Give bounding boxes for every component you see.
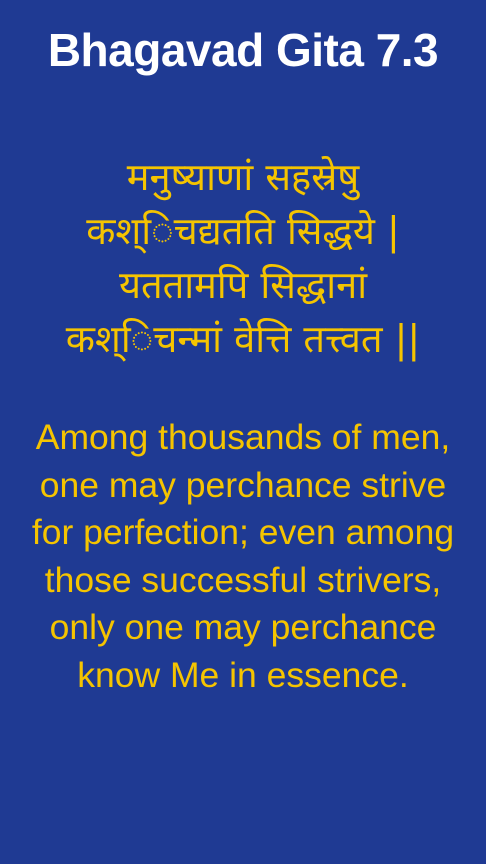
translation-line: one may perchance strive — [39, 464, 447, 505]
translation-line: know Me in essence. — [77, 654, 409, 695]
translation-line: only one may perchance — [49, 607, 437, 647]
verse-line: कश्िचद्यतति सिद्धये | — [86, 209, 400, 253]
verse-line: यततामपि सिद्धानां — [118, 263, 368, 307]
sanskrit-verse — [0, 150, 486, 366]
translation-line: Among thousands of men, — [35, 417, 451, 457]
translation-line: those successful strivers, — [44, 559, 442, 600]
english-translation — [0, 414, 486, 699]
verse-line: कश्िचन्मां वेत्ति तत्त्वत || — [65, 317, 421, 361]
translation-line: for perfection; even among — [31, 512, 455, 552]
page-title: Bhagavad Gita 7.3 — [47, 24, 439, 76]
verse-line: मनुष्याणां सहस्रेषु — [126, 155, 360, 199]
